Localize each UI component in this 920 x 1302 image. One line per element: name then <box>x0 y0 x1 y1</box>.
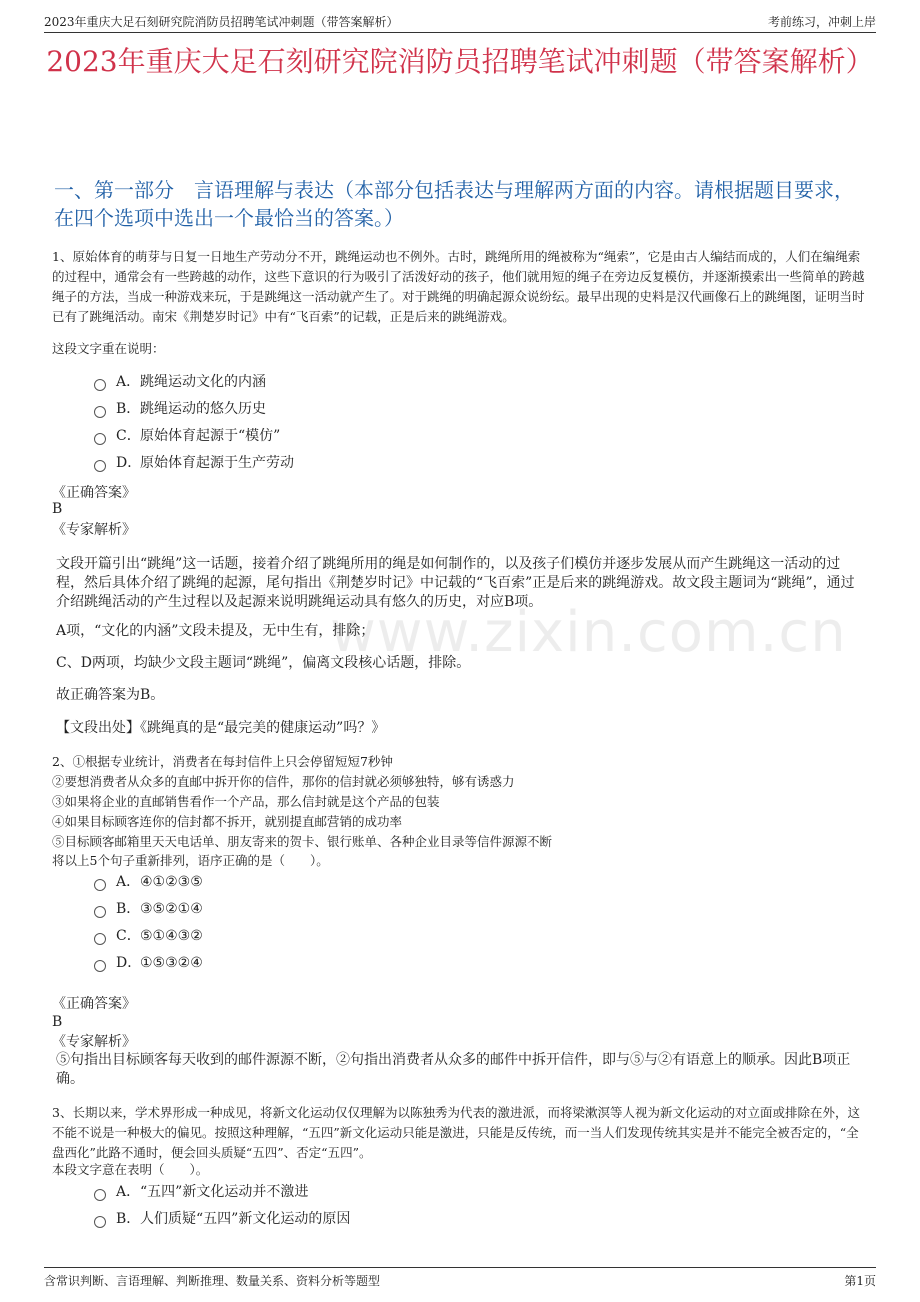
option-text: ④①②③⑤ <box>140 874 203 890</box>
option-text: 人们质疑“五四”新文化运动的原因 <box>140 1211 351 1227</box>
q1-answer: B <box>52 501 63 517</box>
q3-stem: 3、长期以来，学术界形成一种成见，将新文化运动仅仅理解为以陈独秀为代表的激进派，而将梁漱溟等人视为新文化运动的对立面或排除在外，这不能不说是一种极大的偏见。按照这种理解，“五四”新文化运动只能是激进，只能是反传统，而一当人们发现传统其实是并不能完全被否定的，“全盘西化”此路不通时，便会回头质疑“五四”、否定“五四”。 <box>52 1105 860 1160</box>
q3-option-b[interactable] <box>94 1209 350 1229</box>
option-letter: B． <box>116 901 141 917</box>
q2-line: ④如果目标顾客连你的信封都不拆开，就别提直邮营销的成功率 <box>52 814 403 829</box>
q3-option-a[interactable] <box>94 1182 308 1202</box>
page-header <box>44 10 876 33</box>
q2-line: ⑤目标顾客邮箱里天天电话单、朋友寄来的贺卡、银行账单、各种企业目录等信件源源不断 <box>52 834 553 849</box>
radio-icon[interactable] <box>94 933 106 945</box>
q1-source: 【文段出处】《跳绳真的是“最完美的健康运动”吗？》 <box>56 720 386 736</box>
radio-icon[interactable] <box>94 879 106 891</box>
q2-analysis: ⑤句指出目标顾客每天收到的邮件源源不断，②句指出消费者从众多的邮件中拆开信件，即与⑤与②有语意上的顺承。因此B项正确。 <box>56 1052 851 1087</box>
option-letter: A． <box>116 374 141 390</box>
q1-analysis-para: 文段开篇引出“跳绳”这一话题，接着介绍了跳绳所用的绳是如何制作的，以及孩子们模仿并逐步发展从而产生跳绳这一活动的过程，然后具体介绍了跳绳的起源，尾句指出《荆楚岁时记》中记载的“飞百索”正是后来的跳绳游戏。故文段主题词为“跳绳”，通过介绍跳绳活动的产生过程以及起源来说明跳绳运动具有悠久的历史，对应B项。 <box>56 556 855 610</box>
page-footer <box>44 1267 876 1290</box>
option-letter: C． <box>116 928 141 944</box>
q2-line: ③如果将企业的直邮销售看作一个产品，那么信封就是这个产品的包装 <box>52 794 440 809</box>
q2-answer: B <box>52 1014 63 1030</box>
q2-answer-label: 《正确答案》 <box>52 996 136 1012</box>
q2-prompt: 将以上5个句子重新排列，语序正确的是（ ）。 <box>52 853 329 868</box>
radio-icon[interactable] <box>94 1216 106 1228</box>
q1-analysis-para: C、D两项，均缺少文段主题词“跳绳”，偏离文段核心话题，排除。 <box>56 655 471 671</box>
q1-option-b[interactable] <box>94 399 266 419</box>
q1-option-c[interactable] <box>94 426 280 446</box>
option-text: ③⑤②①④ <box>140 901 203 917</box>
option-letter: A． <box>116 874 141 890</box>
radio-icon[interactable] <box>94 379 106 391</box>
q2-option-c[interactable] <box>94 926 203 946</box>
section-heading: 一、第一部分 言语理解与表达（本部分包括表达与理解两方面的内容。请根据题目要求，在四个选项中选出一个最恰当的答案。） <box>54 178 854 230</box>
option-text: “五四”新文化运动并不激进 <box>140 1184 309 1200</box>
radio-icon[interactable] <box>94 406 106 418</box>
q1-stem: 1、原始体育的萌芽与日复一日地生产劳动分不开，跳绳运动也不例外。古时，跳绳所用的绳被称为“绳索”，它是由古人编结而成的，人们在编绳索的过程中，通常会有一些跨越的动作，这些下意识的行为吸引了活泼好动的孩子，他们就用短的绳子在旁边反复模仿，并逐渐摸索出一些简单的跨越绳子的方法，当成一种游戏来玩，于是跳绳这一活动就产生了。对于跳绳的明确起源众说纷纭。最早出现的史料是汉代画像石上的跳绳图，证明当时已有了跳绳活动。南宋《荆楚岁时记》中有“飞百索”的记载，正是后来的跳绳游戏。 <box>52 249 865 324</box>
q2-option-d[interactable] <box>94 953 203 973</box>
radio-icon[interactable] <box>94 960 106 972</box>
q3-prompt: 本段文字意在表明（ ）。 <box>52 1162 209 1177</box>
q1-analysis-label: 《专家解析》 <box>52 522 136 538</box>
q2-analysis-label: 《专家解析》 <box>52 1034 136 1050</box>
option-letter: A． <box>116 1184 141 1200</box>
page-number: 第1页 <box>844 1274 876 1288</box>
header-slogan: 考前练习，冲刺上岸 <box>767 15 876 29</box>
option-text: 跳绳运动的悠久历史 <box>140 401 266 417</box>
radio-icon[interactable] <box>94 906 106 918</box>
option-letter: D． <box>116 955 142 971</box>
option-text: ⑤①④③② <box>140 928 203 944</box>
watermark: www.zixin.com.cn <box>330 600 847 665</box>
option-letter: D． <box>116 455 142 471</box>
option-text: ①⑤③②④ <box>140 955 203 971</box>
q1-analysis-para: 故正确答案为B。 <box>56 687 165 703</box>
footer-note: 含常识判断、言语理解、判断推理、数量关系、资料分析等题型 <box>44 1274 381 1288</box>
option-letter: B． <box>116 401 141 417</box>
header-doc-title: 2023年重庆大足石刻研究院消防员招聘笔试冲刺题（带答案解析） <box>44 15 399 29</box>
option-text: 跳绳运动文化的内涵 <box>140 374 266 390</box>
page-title: 2023年重庆大足石刻研究院消防员招聘笔试冲刺题（带答案解析） <box>46 45 874 78</box>
radio-icon[interactable] <box>94 433 106 445</box>
option-text: 原始体育起源于“模仿” <box>140 428 281 444</box>
q2-option-b[interactable] <box>94 899 203 919</box>
option-letter: B． <box>116 1211 141 1227</box>
q1-prompt: 这段文字重在说明： <box>52 341 165 356</box>
radio-icon[interactable] <box>94 460 106 472</box>
radio-icon[interactable] <box>94 1189 106 1201</box>
option-text: 原始体育起源于生产劳动 <box>140 455 294 471</box>
q2-line: 2、①根据专业统计，消费者在每封信件上只会停留短短7秒钟 <box>52 754 393 769</box>
q1-option-a[interactable] <box>94 372 266 392</box>
q2-line: ②要想消费者从众多的直邮中拆开你的信件，那你的信封就必须够独特，够有诱惑力 <box>52 774 515 789</box>
q1-analysis-para: A项，“文化的内涵”文段未提及，无中生有，排除； <box>56 623 375 639</box>
q1-option-d[interactable] <box>94 453 294 473</box>
q2-option-a[interactable] <box>94 872 203 892</box>
q1-answer-label: 《正确答案》 <box>52 485 136 501</box>
option-letter: C． <box>116 428 141 444</box>
